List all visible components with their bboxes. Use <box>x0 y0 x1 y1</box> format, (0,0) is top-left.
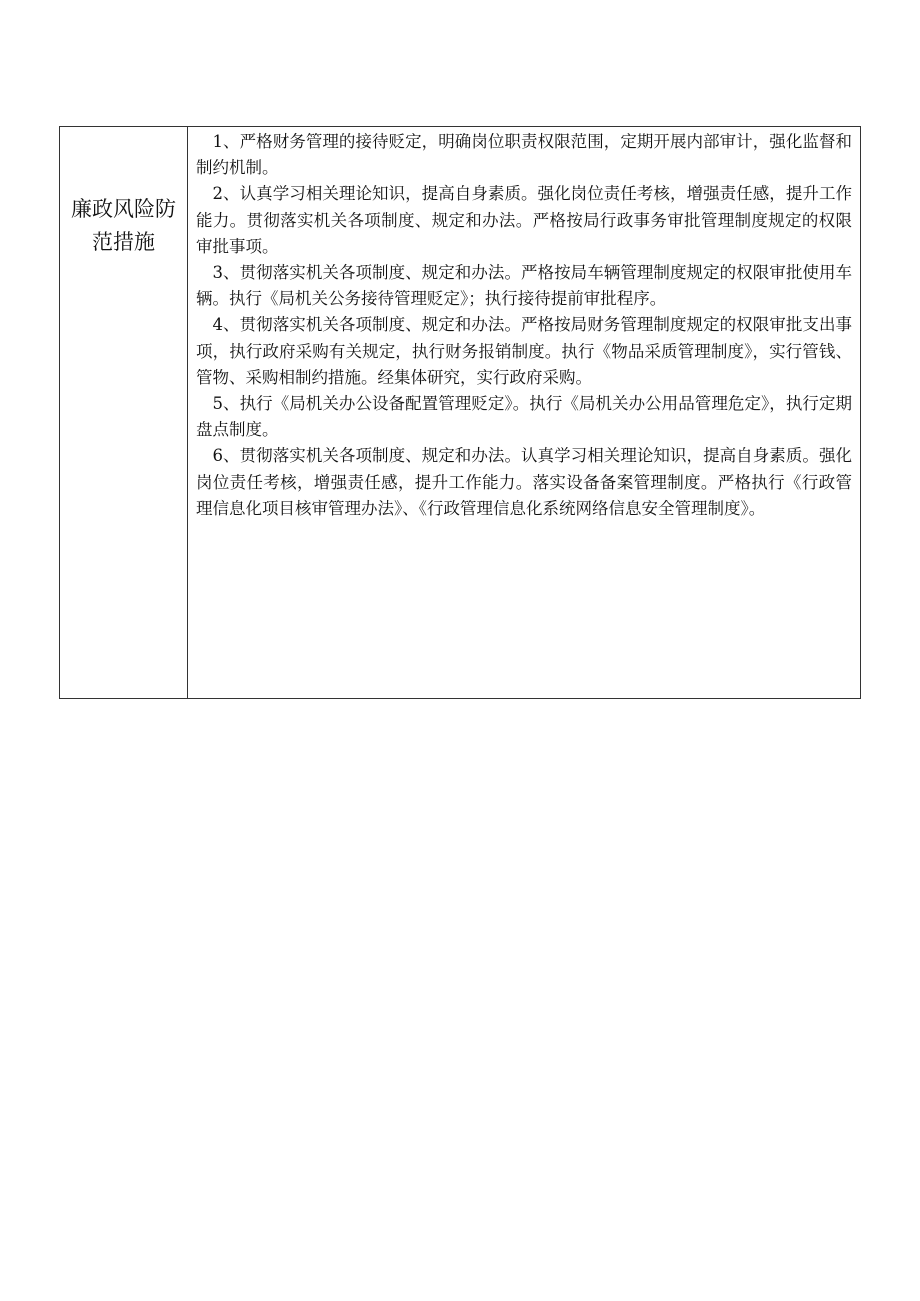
measure-item-5: 5、执行《局机关办公设备配置管理贬定》。执行《局机关办公用品管理危定》，执行定期盘点制度。 <box>196 394 852 440</box>
measures-content-cell <box>188 127 860 698</box>
row-label-line-1: 廉政风险防 <box>71 197 176 221</box>
risk-measures-table <box>59 126 861 699</box>
measure-item-6: 6、贯彻落实机关各项制度、规定和办法。认真学习相关理论知识，提高自身素质。强化岗位责任考核，增强责任感，提升工作能力。落实设备备案管理制度。严格执行《行政管理信息化项目核审管理办法》、《行政管理信息化系统网络信息安全管理制度》。 <box>196 446 852 518</box>
measure-item-3: 3、贯彻落实机关各项制度、规定和办法。严格按局车辆管理制度规定的权限审批使用车辆。执行《局机关公务接待管理贬定》；执行接待提前审批程序。 <box>196 263 852 309</box>
measure-item-4: 4、贯彻落实机关各项制度、规定和办法。严格按局财务管理制度规定的权限审批支出事项，执行政府采购有关规定，执行财务报销制度。执行《物品采质管理制度》，实行管钱、管物、采购相制约措施。经集体研究，实行政府采购。 <box>196 315 852 387</box>
measure-item-2: 2、认真学习相关理论知识，提高自身素质。强化岗位责任考核，增强责任感，提升工作能力。贯彻落实机关各项制度、规定和办法。严格按局行政事务审批管理制度规定的权限审批事项。 <box>196 184 852 256</box>
measure-item-1: 1、严格财务管理的接待贬定，明确岗位职责权限范围，定期开展内部审计，强化监督和制约机制。 <box>196 132 852 178</box>
row-label-cell <box>60 127 188 698</box>
row-label-line-2: 范措施 <box>92 230 155 254</box>
